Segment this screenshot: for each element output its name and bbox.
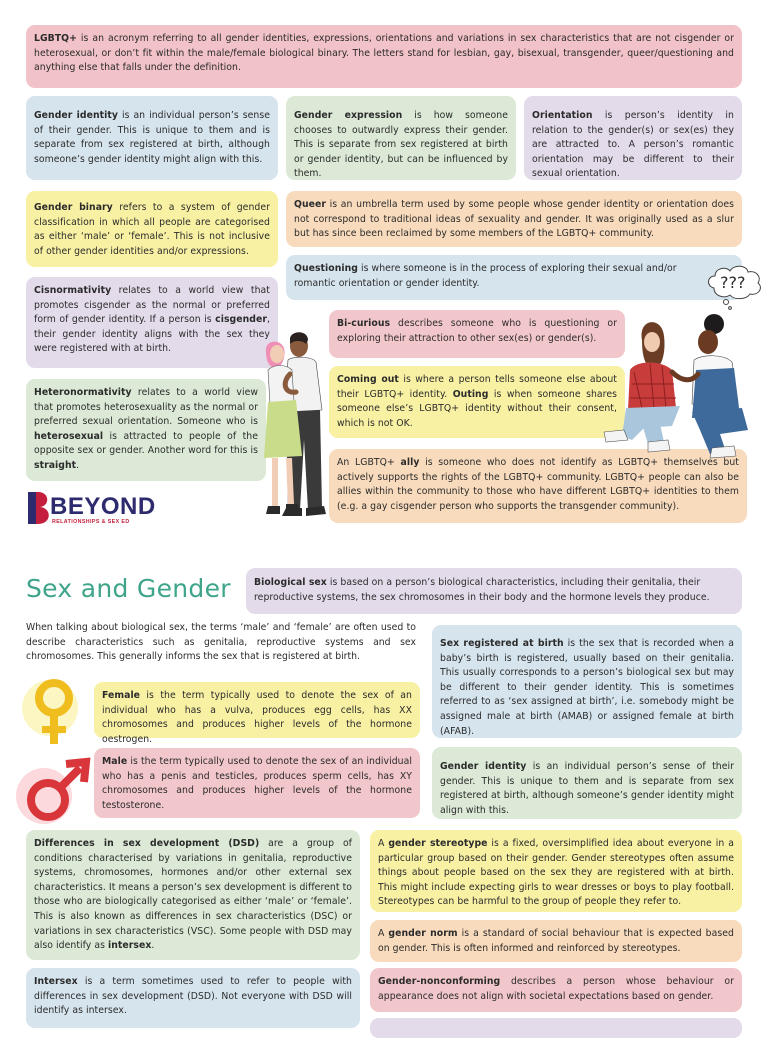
definition-text: is a fixed, oversimplified idea about everyone in a particular group based on their gender. Gender stereotypes often assume things about people based on the sex they are registered with at birth. This might include expecting girls to wear dresses or boys to play football. Stereotypes can be harmful to the group of people they refer to. [378,838,734,908]
cisnormativity-card [26,277,278,368]
ally-card [329,449,747,523]
term-label: straight [34,459,77,471]
term-label: Gender binary [34,202,113,213]
heteronormativity-card [26,379,266,481]
term-label: Queer [294,199,326,210]
term-label: Outing [452,388,489,400]
term-label: Gender identity [440,761,527,772]
term-label: Male [102,756,128,767]
gender-nonconforming-card [370,968,742,1012]
biological-sex-card [246,568,742,614]
definition-text: is based on a person’s biological characteristics, including their genitalia, their reproductive systems, the sex chromosomes in their body and the hormone levels they produce. [254,577,710,603]
coming-out-card [329,366,625,438]
friends-illustration [602,312,752,458]
definition-text: is when someone shares someone else’s LGBTQ+ identity without their consent, which is not OK. [337,388,617,429]
gender-identity-card-2 [432,747,742,819]
term-label: Questioning [294,263,359,274]
definition-text: refers to a system of gender classification in which all people are categorised as either ‘male’ or ‘female’. This is not inclusive of other gender identities and/or expressions. [34,202,270,257]
logo-tagline: RELATIONSHIPS & SEX ED [52,519,130,525]
definition-text: A [378,838,389,849]
definition-text: is a standard of social behaviour that is expected based on gender. This is often informed and reinforced by stereotypes. [378,928,734,954]
queer-card [286,191,742,247]
term-label: LGBTQ+ [34,33,77,44]
gender-norm-card [370,920,742,962]
definition-text: is an acronym referring to all gender identities, expressions, orientations and variations in sex characteristics that are not cisgender or heterosexual, or don’t fit within the male/female biological binary. The letters stand for lesbian, gay, bisexual, transgender, queer/questioning and anything else that falls under the definition. [34,33,734,74]
bi-curious-card [329,310,625,358]
definition-text: is where someone is in the process of exploring their sexual and/or romantic orientation or gender identity. [294,263,677,289]
gender-binary-card [26,191,278,267]
sex-registered-card [432,625,742,738]
definition-text: is an individual person’s sense of their gender. This is unique to them and is separate from sex registered at birth, although someone’s gender identity might align with this. [34,110,270,165]
female-card [94,682,420,745]
definition-text: . [151,940,155,952]
definition-text: is the sex that is recorded when a baby’s birth is registered, usually based on their genitalia. This usually corresponds to a person’s biological sex but may be different to their gender identity. This is sometimes referred to as ‘sex assigned at birth’, i.e. somebody might be assigned male at birth (AMAB) or assigned female at birth (AFAB). [440,638,734,737]
definition-text: is the term typically used to denote the sex of an individual who has a penis and testicles, produces sperm cells, has XY chromosomes and produces higher levels of the hormone testosterone. [102,756,412,811]
definition-text: is where a person tells someone else about their LGBTQ+ identity. [337,374,618,400]
definition-text: . [76,459,80,471]
male-symbol-icon [14,756,98,828]
beyond-logo [24,490,154,530]
term-label: ally [400,457,420,468]
male-card [94,748,420,818]
section-intro: When talking about biological sex, the terms ‘male’ and ‘female’ are often used to describe characteristics such as genitalia, reproductive systems and sex chromosomes. This generally informs the sex that is registered at birth. [26,622,416,663]
section-title: Sex and Gender [26,574,231,603]
definition-text: is someone who does not identify as LGBTQ+ themselves but actively supports the rights of the LGBTQ+ community. LGBTQ+ people can also be allies within the community to those who have different LGBTQ+ identities to them (e.g. a gay cisgender person who supports the transgender community). [337,457,739,512]
term-label: heterosexual [34,430,104,442]
gender-identity-card [26,96,278,180]
term-label: gender stereotype [388,838,488,849]
gender-stereotype-card [370,830,742,912]
next-card-edge [370,1018,742,1038]
thought-bubble-icon [704,262,766,310]
definition-text: is an individual person’s sense of their gender. This is unique to them and is separate from sex registered at birth, although someone’s gender identity might align with this. [440,761,734,816]
definition-text: A [378,928,389,939]
definition-text: is an umbrella term used by some people whose gender identity or orientation does not correspond to traditional ideas of sexuality and gender. It was originally used as a slur but has since been reclaimed by some members of the LGBTQ+ community. [294,199,734,240]
definition-text: relates to a world view that promotes cisgender as the normal or preferred form of gender identity. If a person is [34,285,270,326]
term-label: Female [102,690,141,701]
term-label: Gender identity [34,110,118,121]
term-label: Biological sex [254,577,327,588]
term-label: intersex [108,940,152,952]
term-label: Differences in sex development (DSD) [34,838,260,849]
dsd-card [26,830,360,960]
definition-text: describes a person whose behaviour or appearance does not align with societal expectations based on gender. [378,976,734,1002]
couple-illustration [262,330,330,522]
term-label: Gender-nonconforming [378,976,501,987]
definition-text: is how someone chooses to outwardly express their gender. This is separate from sex registered at birth or gender identity, but can be influenced by them. [294,110,508,180]
term-label: gender norm [388,928,458,939]
term-label: Coming out [337,374,399,385]
definition-text: relates to a world view that promotes heterosexuality as the normal or preferred sexual orientation. Someone who is [34,387,258,428]
definition-text: is the term typically used to denote the sex of an individual who has a vulva, produces egg cells, has XX chromosomes and produces higher levels of the hormone oestrogen. [102,690,412,745]
term-label: Bi-curious [337,318,391,329]
definition-text: is attracted to people of the opposite sex or gender. Another word for this is [34,430,258,457]
female-symbol-icon [16,672,92,750]
term-label: Heteronormativity [34,387,132,398]
definition-text: are a group of conditions characterised by variations in genitalia, reproductive systems, chromosomes, hormones and/or other external sex characteristics. It means a person’s sex development is different to those who are biologically categorised as either ‘male’ or ‘female’. This is also known as differences in sex characteristics (DSC) or variations in sex characteristics (VSC). Some people with DSD may also identify as [34,838,352,952]
term-label: cisgender [215,314,267,326]
intersex-card [26,968,360,1028]
definition-text: is person’s identity in relation to the gender(s) or sex(es) they are attracted to. A person’s romantic orientation may be different to their sexual orientation. [532,110,734,180]
questioning-card [286,255,742,300]
definition-text: An LGBTQ+ [337,457,401,468]
logo-word: BEYOND [50,493,156,520]
term-label: Orientation [532,110,593,121]
gender-expression-card [286,96,516,180]
bubble-text: ??? [720,273,746,292]
term-label: Gender expression [294,110,403,121]
term-label: Intersex [34,976,78,987]
definition-text: , their gender identity aligns with the sex they were registered with at birth. [34,314,270,355]
term-label: Cisnormativity [34,285,112,296]
orientation-card [524,96,742,180]
logo-mark-icon [24,490,50,526]
term-label: Sex registered at birth [440,638,564,649]
definition-text: is a term sometimes used to refer to people with differences in sex development (DSD). Not everyone with DSD will identify as intersex. [34,976,352,1017]
definition-text: describes someone who is questioning or exploring their attraction to other sex(es) or gender(s). [337,318,617,344]
lgbtq-definition-card [26,25,742,88]
